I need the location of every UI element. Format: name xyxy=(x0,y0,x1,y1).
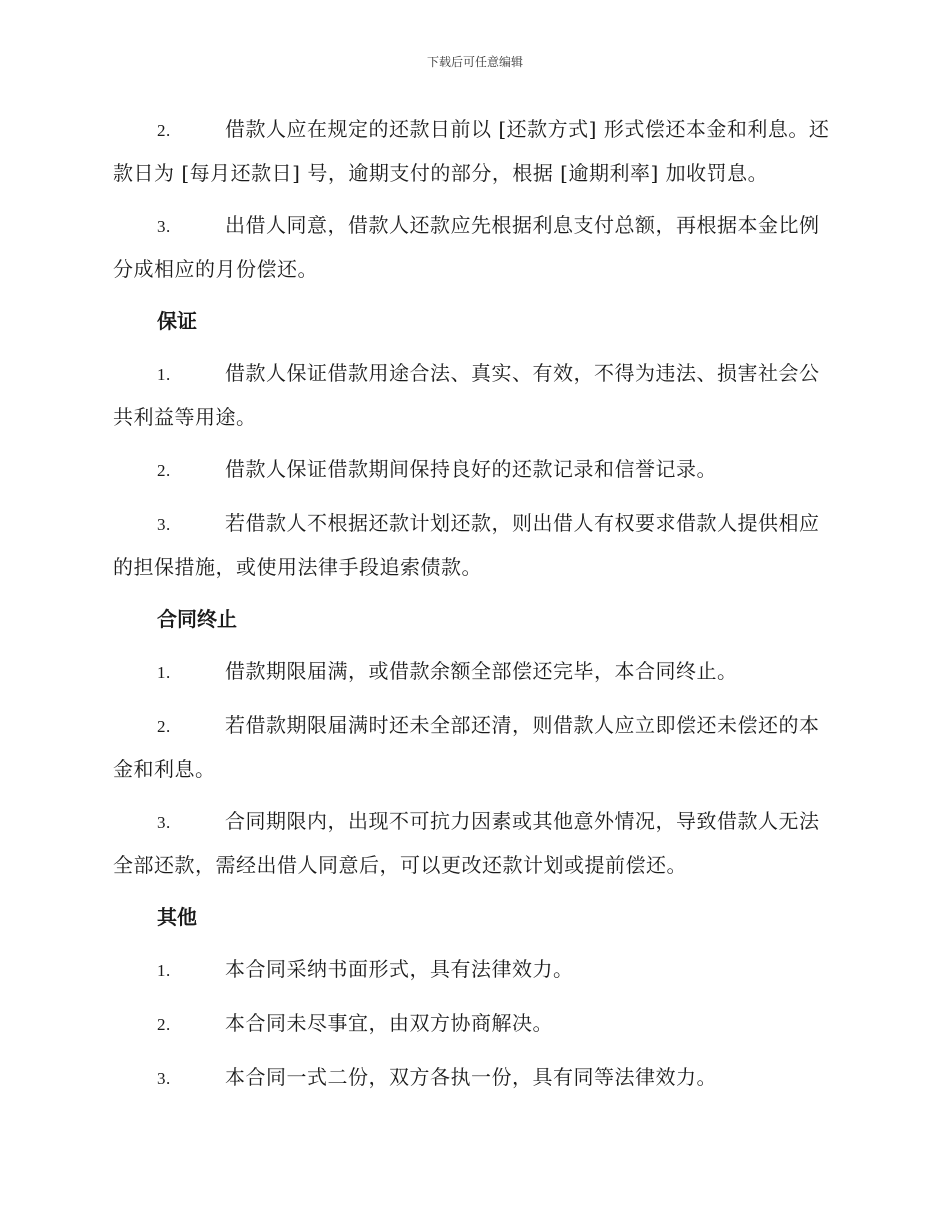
clause-text: 借款期限届满，或借款余额全部偿还完毕，本合同终止。 xyxy=(225,659,738,683)
clause-other-2 xyxy=(113,1002,835,1046)
clause-guarantee-2 xyxy=(113,448,835,492)
clause-text: 本合同一式二份，双方各执一份，具有同等法律效力。 xyxy=(225,1065,717,1089)
clause-number: 2. xyxy=(157,121,171,140)
section-heading-other: 其他 xyxy=(157,905,197,929)
clause-text: 若借款人不根据还款计划还款，则出借人有权要求借款人提供相应的担保措施，或使用法律手段追索债款。 xyxy=(113,511,820,579)
clause-text: 借款人保证借款期间保持良好的还款记录和信誉记录。 xyxy=(225,457,717,481)
clause-text: 若借款期限届满时还未全部还清，则借款人应立即偿还未偿还的本金和利息。 xyxy=(113,713,820,781)
section-heading-guarantee: 保证 xyxy=(157,309,197,333)
clause-guarantee-3 xyxy=(113,502,835,588)
section-heading-termination: 合同终止 xyxy=(157,607,237,631)
clause-number: 1. xyxy=(157,365,171,384)
clause-text: 借款人保证借款用途合法、真实、有效，不得为违法、损害社会公共利益等用途。 xyxy=(113,361,820,429)
clause-number: 3. xyxy=(157,1069,171,1088)
clause-text: 借款人应在规定的还款日前以 [还款方式] 形式偿还本金和利息。还款日为 [每月还款日] 号，逾期支付的部分，根据 [逾期利率] 加收罚息。 xyxy=(113,117,830,185)
clause-text: 出借人同意，借款人还款应先根据利息支付总额，再根据本金比例分成相应的月份偿还。 xyxy=(113,213,820,281)
clause-termination-1 xyxy=(113,650,835,694)
clause-other-3 xyxy=(113,1056,835,1100)
document-body xyxy=(113,108,835,1110)
clause-number: 2. xyxy=(157,1015,171,1034)
clause-repayment-3 xyxy=(113,204,835,290)
clause-text: 本合同采纳书面形式，具有法律效力。 xyxy=(225,957,574,981)
clause-other-1 xyxy=(113,948,835,992)
page-header: 下载后可任意编辑 xyxy=(426,55,523,69)
clause-number: 2. xyxy=(157,717,171,736)
clause-number: 3. xyxy=(157,217,171,236)
clause-text: 合同期限内，出现不可抗力因素或其他意外情况，导致借款人无法全部还款，需经出借人同意后，可以更改还款计划或提前偿还。 xyxy=(113,809,820,877)
clause-text: 本合同未尽事宜，由双方协商解决。 xyxy=(225,1011,553,1035)
clause-number: 1. xyxy=(157,961,171,980)
clause-number: 1. xyxy=(157,663,171,682)
clause-number: 2. xyxy=(157,461,171,480)
clause-guarantee-1 xyxy=(113,352,835,438)
clause-number: 3. xyxy=(157,515,171,534)
clause-repayment-2 xyxy=(113,108,835,194)
clause-termination-2 xyxy=(113,704,835,790)
clause-termination-3 xyxy=(113,800,835,886)
clause-number: 3. xyxy=(157,813,171,832)
